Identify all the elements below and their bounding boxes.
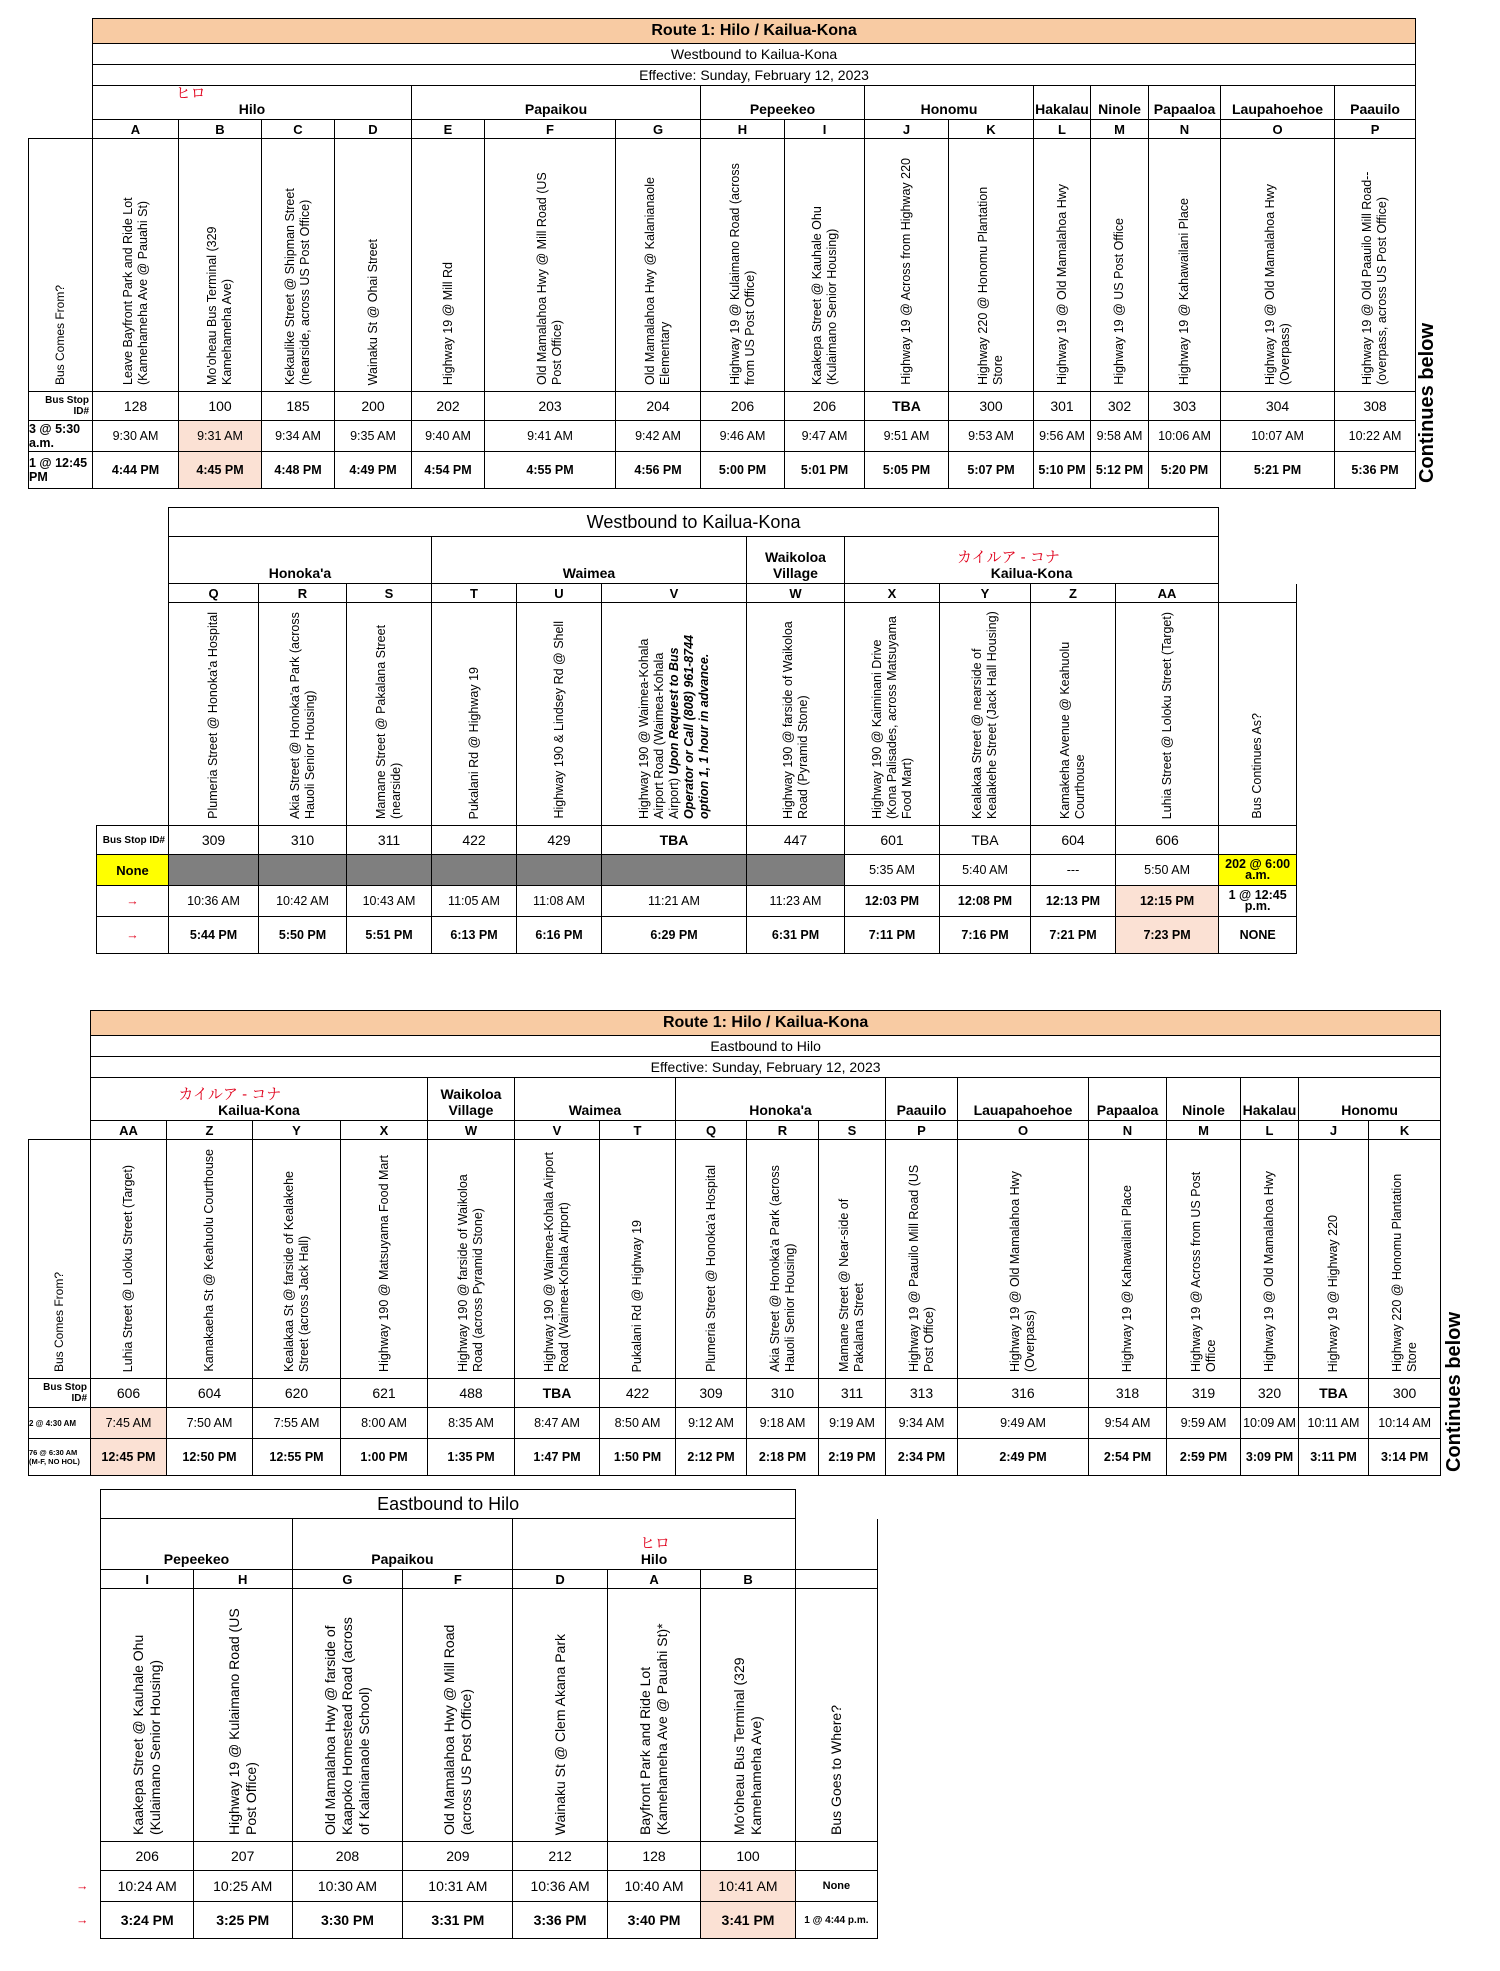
bus-stop-id-row: 206 207 208 209 212 128 100	[64, 1842, 878, 1871]
stop-name: Luhia Street @ Loloku Street (Target)	[121, 1164, 135, 1372]
arrow-icon: →	[97, 886, 169, 917]
stop-name: Old Mamalahoa Hwy @ Kalanianaole Elementary	[643, 177, 672, 385]
trip-row-midday: → 10:36 AM 10:42 AM 10:43 AM 11:05 AM 11:08 AM 11:21 AM 11:23 AM 12:03 PM 12:08 PM 12:13 PM 12:15 PM 1 @ 12:45 p.m.	[97, 886, 1297, 917]
trip-row-early: None 5:35 AM 5:40 AM --- 5:50 AM 202 @ 6:00 a.m.	[97, 855, 1297, 886]
stop-name: Mo'oheau Bus Terminal (329 Kamehameha Ave)	[205, 226, 234, 385]
area-lauapahoehoe: Lauapahoehoe	[958, 1078, 1089, 1121]
area-papaaloa: Papaaloa	[1149, 86, 1221, 120]
stop-letters-row: Q R S T U V W X Y Z AA	[97, 584, 1297, 603]
stop-names-row	[29, 139, 1436, 392]
area-hakalau: Hakalau	[1034, 86, 1091, 120]
trip-row-morning: 2 @ 4:30 AM 7:45 AM 7:50 AM 7:55 AM 8:00 AM 8:35 AM 8:47 AM 8:50 AM 9:12 AM 9:18 AM 9:19 AM 9:34 AM 9:49 AM 9:54 AM 9:59 AM 10:09 AM 10:11 AM 10:14 AM	[29, 1408, 1469, 1439]
stop-name: Plumeria Street @ Honoka'a Hospital	[206, 612, 220, 819]
effective-date: Effective: Sunday, February 12, 2023	[91, 1057, 1441, 1078]
area-pepeekeo: Pepeekeo	[701, 86, 865, 120]
area-laupahoehoe: Laupahoehoe	[1221, 86, 1335, 120]
direction-title: Westbound to Kailua-Kona	[93, 44, 1416, 65]
stop-name: Kekaulike Street @ Shipman Street (nearside, across US Post Office)	[283, 188, 312, 385]
trip-row-afternoon: 1 @ 12:45 PM 4:44 PM 4:45 PM 4:48 PM 4:49 PM 4:54 PM 4:55 PM 4:56 PM 5:00 PM 5:01 PM 5:05 PM 5:07 PM 5:10 PM 5:12 PM 5:20 PM 5:21 PM 5:36 PM	[29, 452, 1436, 489]
area-hilo: ヒロ Hilo	[93, 86, 412, 120]
stop-name: Highway 19 @ Across from US Post Office	[1188, 1171, 1218, 1372]
stop-name: Akia Street @ Honoka'a Park (across Hauoli Senior Housing)	[767, 1165, 797, 1372]
stop-name: Plumeria Street @ Honoka'a Hospital	[703, 1165, 718, 1372]
route-title: Route 1: Hilo / Kailua-Kona	[91, 1011, 1441, 1036]
westbound-table-1	[28, 18, 1439, 489]
area-waimea: Waimea	[515, 1078, 676, 1121]
stop-name: Highway 220 @ Honomu Plantation Store	[1389, 1173, 1419, 1372]
stop-letters-row: A B C D E F G H I J K L M N O P	[29, 120, 1436, 139]
stop-name: Mamane Street @ Near-side of Pakalana Street	[837, 1198, 866, 1372]
stop-names-row	[97, 603, 1297, 826]
bus-goes-to-header: Bus Goes to Where?	[827, 1705, 844, 1835]
stop-name: Highway 19 @ Old Mamalahoa Hwy (Overpass)	[1262, 184, 1292, 385]
stop-name: Highway 19 @ Old Paauilo Mill Road--(overpass, across US Post Office)	[1360, 171, 1390, 385]
bus-comes-from-header: Bus Comes From?	[29, 139, 93, 392]
stop-letters-row: I H G F D A B	[64, 1570, 878, 1589]
stop-name: Mo'oheau Bus Terminal (329 Kamehameha Ave)	[731, 1657, 764, 1835]
stop-name: Highway 19 @ Kahawailani Place	[1120, 1184, 1134, 1372]
direction-title: Eastbound to Hilo	[91, 1036, 1441, 1057]
arrow-icon: →	[75, 1879, 89, 1893]
area-papaikou: Papaikou	[412, 86, 701, 120]
trip-row-afternoon: 76 @ 6:30 AM (M-F, NO HOL) 12:45 PM 12:50 PM 12:55 PM 1:00 PM 1:35 PM 1:47 PM 1:50 PM 2:12 PM 2:18 PM 2:19 PM 2:34 PM 2:49 PM 2:54 PM 2:59 PM 3:09 PM 3:11 PM 3:14 PM	[29, 1439, 1469, 1476]
area-honomu: Honomu	[1299, 1078, 1441, 1121]
area-honokaa: Honoka'a	[169, 537, 432, 584]
stop-name: Highway 190 @ farside of Waikoloa Road (Pyramid Stone)	[780, 621, 810, 819]
direction-title: Eastbound to Hilo	[101, 1490, 795, 1519]
area-papaaloa: Papaaloa	[1089, 1078, 1167, 1121]
stop-name: Highway 19 @ US Post Office	[1112, 218, 1126, 385]
arrow-icon: →	[75, 1913, 89, 1927]
stop-name: Kaakepa Street @ Kauhale Ohu (Kulaimano Senior Housing)	[809, 206, 839, 385]
stop-name: Highway 190 & Lindsey Rd @ Shell	[551, 621, 566, 819]
stop-name: Highway 19 @ Kulaimano Road (US Post Office)	[225, 1608, 259, 1835]
trip-row-morning: → 10:24 AM 10:25 AM 10:30 AM 10:31 AM 10:36 AM 10:40 AM 10:41 AM None	[64, 1871, 878, 1902]
area-waikoloa-village: Waikoloa Village	[747, 537, 845, 584]
area-honokaa: Honoka'a	[676, 1078, 886, 1121]
stop-name: Old Mamalahoa Hwy @ Mill Road (across US Post Office)	[440, 1624, 474, 1835]
stop-name: Highway 190 @ Matsuyama Food Mart	[376, 1155, 391, 1372]
stop-name: Highway 190 @ Kaiminani Drive (Kona Palisades, across Matsuyama Food Mart)	[869, 616, 914, 819]
area-ninole: Ninole	[1167, 1078, 1241, 1121]
route-title: Route 1: Hilo / Kailua-Kona	[93, 19, 1416, 44]
area-kailua-kona: カイルア - コナ Kailua-Kona	[91, 1078, 428, 1121]
stop-name: Highway 19 @ Kahawailani Place	[1177, 197, 1191, 385]
area-hilo: ヒロ Hilo	[513, 1519, 795, 1570]
stop-name: Leave Bayfront Park and Ride Lot (Kamehameha Ave @ Pauahi St)	[120, 197, 150, 385]
stop-name: Kamakeha Avenue @ Keahuolu Courthouse	[1058, 641, 1087, 819]
area-hakalau: Hakalau	[1241, 1078, 1299, 1121]
bus-stop-id-row: Bus Stop ID# 309 310 311 422 429 TBA 447 601 TBA 604 606	[97, 826, 1297, 855]
area-paauilo: Paauilo	[886, 1078, 958, 1121]
trip-row-evening: → 5:44 PM 5:50 PM 5:51 PM 6:13 PM 6:16 PM 6:29 PM 6:31 PM 7:11 PM 7:16 PM 7:21 PM 7:23 PM NONE	[97, 917, 1297, 954]
stop-name: Pukalani Rd @ Highway 19	[466, 666, 481, 819]
area-paauilo: Paauilo	[1335, 86, 1416, 120]
stop-name: Pukalani Rd @ Highway 19	[630, 1219, 644, 1372]
stop-names-row	[64, 1589, 878, 1842]
stop-name: Wainaku St @ Ohai Street	[365, 238, 380, 385]
eastbound-table-1	[28, 1010, 1469, 1476]
area-waikoloa-village: Waikoloa Village	[428, 1078, 515, 1121]
stop-name: Mamane Street @ Pakalana Street (nearside)	[374, 624, 403, 819]
stop-name: Bayfront Park and Ride Lot (Kamehameha Ave @ Pauahi St)*	[637, 1623, 671, 1835]
bus-stop-id-row: Bus Stop ID# 128 100 185 200 202 203 204 206 206 TBA 300 301 302 303 304 308	[29, 392, 1436, 421]
area-honomu: Honomu	[865, 86, 1034, 120]
effective-date: Effective: Sunday, February 12, 2023	[93, 65, 1416, 86]
eastbound-table-2	[64, 1489, 878, 1939]
stop-names-row	[29, 1140, 1469, 1379]
hilo-japanese: ヒロ	[639, 1535, 670, 1552]
area-kailua-kona: カイルア - コナ Kailua-Kona	[845, 537, 1219, 584]
direction-title: Westbound to Kailua-Kona	[169, 508, 1219, 537]
stop-name: Kealakaa Street @ nearside of Kealakehe Street (Jack Hall Housing)	[970, 611, 999, 819]
area-ninole: Ninole	[1091, 86, 1149, 120]
stop-name: Kealakaa St @ farside of Kealakehe Street (across Jack Hall)	[281, 1170, 311, 1372]
stop-name: Highway 19 @ Old Mamalahoa Hwy	[1054, 184, 1069, 385]
stop-name: Akia Street @ Honoka'a Park (across Hauoli Senior Housing)	[287, 612, 317, 819]
westbound-table-2	[96, 507, 1297, 954]
stop-name: Highway 19 @ Across from Highway 220	[899, 158, 913, 385]
stop-name: Highway 19 @ Mill Rd	[440, 261, 455, 385]
area-pepeekeo: Pepeekeo	[101, 1519, 292, 1570]
arrow-icon: →	[97, 917, 169, 954]
stop-letters-row: AA Z Y X W V T Q R S P O N M L J K	[29, 1121, 1469, 1140]
stop-name: Highway 19 @ Old Mamalahoa Hwy (Overpass)	[1008, 1171, 1037, 1372]
trip-row-afternoon: → 3:24 PM 3:25 PM 3:30 PM 3:31 PM 3:36 PM 3:40 PM 3:41 PM 1 @ 4:44 p.m.	[64, 1902, 878, 1939]
stop-name: Highway 19 @ Kulaimano Road (across from US Post Office)	[727, 163, 757, 385]
stop-name: Highway 190 @ Waimea-Kohala Airport Road (Waimea-Kohala Airport)	[542, 1152, 571, 1372]
stop-name: Old Mamalahoa Hwy @ Mill Road (US Post Office)	[535, 172, 564, 385]
bus-stop-id-row: Bus Stop ID# 606 604 620 621 488 TBA 422 309 310 311 313 316 318 319 320 TBA 300	[29, 1379, 1469, 1408]
stop-name: Highway 190 @ Waimea-Kohala Airport Road (Waimea-Kohala Airport) Upon Request to Bus Operator or Call (808) 961-8744 option 1, 1 hour in advance.	[636, 634, 711, 819]
stop-name: Highway 190 @ farside of Waikoloa Road (across Pyramid Stone)	[456, 1174, 485, 1372]
stop-name: Kamakaeha St @ Keahuolu Courthouse	[202, 1149, 216, 1372]
stop-name: Highway 19 @ Paauilo Mill Road (US Post Office)	[906, 1164, 936, 1372]
stop-name: Highway 19 @ Old Mamalahoa Hwy	[1262, 1171, 1276, 1372]
area-papaikou: Papaikou	[292, 1519, 513, 1570]
stop-name: Luhia Street @ Loloku Street (Target)	[1159, 611, 1174, 819]
stop-name: Wainaku St @ Clem Akana Park	[551, 1633, 568, 1835]
kona-japanese: カイルア - コナ	[178, 1086, 282, 1103]
stop-name: Highway 220 @ Honomu Plantation Store	[976, 186, 1005, 385]
hilo-japanese: ヒロ	[175, 85, 206, 102]
trip-row-morning: 3 @ 5:30 a.m. 9:30 AM 9:31 AM 9:34 AM 9:35 AM 9:40 AM 9:41 AM 9:42 AM 9:46 AM 9:47 AM 9:51 AM 9:53 AM 9:56 AM 9:58 AM 10:06 AM 10:07 AM 10:22 AM	[29, 421, 1436, 452]
continues-below-label: Continues below	[1416, 322, 1439, 483]
stop-name: Highway 19 @ Highway 220	[1326, 1214, 1340, 1372]
kona-japanese: カイルア - コナ	[956, 549, 1060, 566]
area-waimea: Waimea	[432, 537, 747, 584]
bus-continues-as-header: Bus Continues As?	[1250, 713, 1265, 819]
stop-name: Old Mamalahoa Hwy @ farside of Kaapoko Homestead Road (across of Kalanianaole School)	[321, 1617, 372, 1835]
continues-below-label: Continues below	[1443, 1311, 1466, 1472]
stop-name: Kaakepa Street @ Kauhale Ohu (Kulaimano Senior Housing)	[130, 1634, 164, 1835]
bus-comes-from-header: Bus Comes From?	[29, 1140, 91, 1379]
